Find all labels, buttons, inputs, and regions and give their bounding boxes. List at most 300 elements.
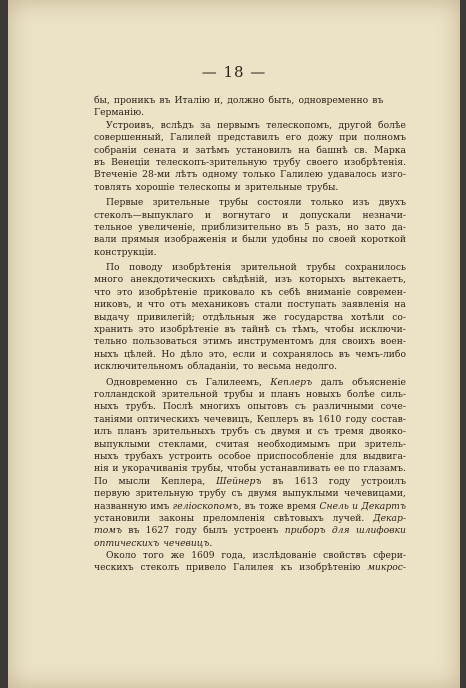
- word: установилъ: [235, 144, 292, 156]
- word: то: [242, 361, 254, 373]
- word: состав-: [371, 413, 406, 425]
- word: таніями: [94, 413, 133, 425]
- word: оптическихъ: [94, 537, 160, 549]
- word: года,: [221, 550, 246, 562]
- text-line: [94, 513, 406, 525]
- word: въ: [224, 324, 236, 336]
- word: вытекаетъ,: [352, 274, 406, 286]
- text-line: [94, 550, 406, 562]
- word: много: [94, 274, 124, 286]
- word: изобрѣтенія.: [344, 156, 406, 168]
- text-line: [94, 210, 406, 222]
- word: приковало: [203, 286, 255, 298]
- word: чтобы: [324, 324, 355, 336]
- word: тѣмъ,: [292, 324, 319, 336]
- word: Но: [161, 348, 175, 360]
- word: Одновременно: [106, 376, 178, 388]
- word: изобрѣтеніе: [138, 286, 198, 298]
- word: для: [319, 336, 337, 348]
- word: планъ: [270, 388, 301, 400]
- word: считая: [215, 438, 250, 450]
- word: 28-ми: [142, 169, 171, 181]
- word: при: [338, 438, 357, 450]
- word: бы,: [94, 95, 110, 106]
- word: далъ: [320, 376, 344, 388]
- word: представилъ: [217, 132, 280, 144]
- text-line: [94, 169, 406, 181]
- text-line: [94, 157, 406, 169]
- word: зрительные: [152, 197, 210, 209]
- word: по: [348, 463, 360, 475]
- word: къ: [280, 562, 293, 574]
- word: хорошіе: [135, 181, 175, 193]
- word: затѣмъ: [195, 144, 230, 156]
- word: исключи-: [359, 324, 406, 336]
- word: своего: [306, 156, 339, 168]
- word: никовъ,: [94, 299, 132, 311]
- word: году: [345, 413, 368, 425]
- word: выпуклыми: [282, 488, 339, 500]
- word: свѣдѣній,: [222, 274, 268, 286]
- word: глазамъ.: [363, 463, 406, 475]
- text-line: [94, 262, 406, 274]
- word: законы: [158, 512, 195, 524]
- word: Германію.: [94, 107, 145, 119]
- word: свѣтовыхъ: [273, 512, 324, 524]
- word: устанавливать: [259, 463, 331, 475]
- paragraph: [94, 377, 406, 550]
- word: 1613: [294, 475, 318, 487]
- word: дожу: [307, 132, 333, 144]
- text-line: [94, 132, 406, 144]
- word: тремя: [334, 426, 364, 438]
- text-line: [94, 312, 406, 324]
- body-text: [94, 95, 406, 575]
- word: зрительной: [240, 262, 297, 274]
- word: воен-: [380, 336, 406, 348]
- paragraph: [94, 95, 406, 120]
- word: хранить: [94, 324, 133, 336]
- word: зрительной: [161, 388, 218, 400]
- word: пользоваться: [132, 336, 198, 348]
- word: году: [175, 525, 197, 537]
- word: того: [142, 550, 164, 562]
- word: силь-: [380, 388, 406, 400]
- word: тоже: [258, 500, 284, 512]
- word: Первые: [106, 197, 144, 209]
- word: трубу: [198, 488, 227, 500]
- word: стеколъ: [140, 562, 180, 574]
- word: разъ,: [315, 221, 342, 233]
- word: поступать: [287, 299, 337, 311]
- word: своей: [328, 234, 357, 246]
- word: Марка: [373, 144, 406, 156]
- paragraph: [94, 120, 406, 194]
- word: соче-: [380, 401, 406, 413]
- word: Втеченіе: [94, 169, 138, 181]
- word: выдачу: [94, 311, 130, 323]
- word: нія: [94, 463, 109, 475]
- word: двумя: [271, 426, 301, 438]
- word: ныхъ: [94, 348, 119, 360]
- word: чемъ-либо: [355, 348, 406, 360]
- word: въ: [272, 475, 284, 487]
- word: стеколъ—выпуклаго: [94, 209, 194, 221]
- word: привело: [186, 562, 227, 574]
- book-page: [8, 0, 460, 688]
- word: и: [136, 299, 143, 311]
- word: и: [182, 144, 189, 156]
- text-line: [94, 439, 406, 451]
- word: ческихъ: [94, 562, 134, 574]
- word: собраніи: [94, 144, 137, 156]
- word: изъ: [274, 274, 292, 286]
- word: году: [328, 475, 351, 487]
- word: зрительныхъ: [152, 426, 216, 438]
- text-line: [94, 95, 406, 107]
- word: это: [116, 286, 133, 298]
- word: должно: [227, 95, 265, 106]
- word: геліоскопомъ,: [172, 500, 242, 512]
- word: если: [232, 348, 256, 360]
- word: Декартъ: [361, 500, 406, 512]
- word: Снель: [319, 500, 349, 512]
- word: тельное: [94, 221, 133, 233]
- word: новыхъ: [305, 388, 342, 400]
- word: опытовъ: [247, 401, 288, 413]
- word: Устроивъ,: [106, 119, 155, 131]
- word: съ: [275, 324, 287, 336]
- text-line: [94, 336, 406, 348]
- word: для: [331, 525, 350, 537]
- word: Декар-: [373, 512, 406, 524]
- text-line: [94, 120, 406, 132]
- paragraph: [94, 197, 406, 259]
- text-line: [94, 414, 406, 426]
- text-line: [94, 222, 406, 234]
- word: только: [242, 169, 276, 181]
- word: телескопомъ,: [266, 119, 332, 131]
- word: трубы: [223, 388, 253, 400]
- word: трубы,: [191, 463, 224, 475]
- word: илъ: [94, 426, 112, 438]
- word: что: [147, 299, 165, 311]
- word: его: [285, 132, 302, 144]
- word: удобны: [271, 234, 308, 246]
- text-line: [94, 538, 406, 550]
- word: первымъ: [216, 119, 260, 131]
- word: зрительную: [135, 488, 194, 500]
- word: быть,: [268, 95, 295, 106]
- word: трубу: [273, 156, 301, 168]
- word: Галилею: [280, 169, 323, 181]
- word: чтобы: [226, 463, 257, 475]
- word: инструментомъ: [237, 336, 314, 348]
- word: двухъ: [378, 197, 406, 209]
- word: себѣ: [278, 286, 301, 298]
- word: микрос-: [367, 562, 406, 574]
- word: имъ: [150, 500, 170, 512]
- word: Около: [106, 550, 137, 562]
- word: на: [298, 144, 310, 156]
- word: недолго.: [295, 361, 338, 373]
- word: стеклами,: [158, 438, 208, 450]
- word: Галилея: [233, 562, 274, 574]
- word: тайнѣ: [241, 324, 270, 336]
- word: отъ: [169, 299, 187, 311]
- word: ныхъ: [94, 450, 119, 462]
- word: голландской: [94, 388, 156, 400]
- word: выпуклыми: [94, 438, 151, 450]
- word: со-: [392, 311, 406, 323]
- word: государства: [284, 311, 344, 323]
- word: прямыя: [121, 234, 160, 246]
- word: планъ: [117, 426, 147, 438]
- word: изображенія: [164, 234, 227, 246]
- word: привилегій;: [137, 311, 195, 323]
- word: и: [112, 463, 119, 475]
- word: трубъ: [221, 426, 249, 438]
- word: отдѣльныя: [202, 311, 255, 323]
- word: чечевицъ,: [203, 413, 253, 425]
- word: телескопъ-зрительную: [155, 156, 268, 168]
- word: особое: [218, 450, 251, 462]
- paragraph: [94, 550, 406, 575]
- word: въ: [159, 95, 171, 106]
- word: другой: [338, 119, 372, 131]
- text-line: [94, 274, 406, 286]
- word: Послѣ: [162, 401, 193, 413]
- word: которыхъ: [299, 274, 346, 286]
- word: допускали: [299, 209, 351, 221]
- page-number: — 18 —: [201, 63, 267, 81]
- word: шлифовки: [355, 525, 406, 537]
- word: и: [258, 388, 265, 400]
- word: вали: [94, 234, 117, 246]
- word: трубы: [218, 197, 249, 209]
- word: чечевицъ.: [163, 537, 213, 549]
- word: зрительные: [244, 181, 303, 193]
- word: зато: [364, 221, 386, 233]
- word: и: [260, 348, 268, 360]
- word: стали: [254, 299, 283, 311]
- text-line: [94, 247, 406, 259]
- word: совершенный,: [94, 132, 164, 144]
- word: 5: [304, 221, 310, 233]
- text-line: [94, 377, 406, 389]
- word: оптическихъ: [136, 413, 200, 425]
- text-line: [94, 299, 406, 311]
- word: тельно: [94, 336, 128, 348]
- word: поводу: [129, 262, 163, 274]
- word: полномъ: [363, 132, 406, 144]
- word: 1627: [145, 525, 170, 537]
- word: для: [339, 450, 358, 462]
- word: различными: [312, 401, 374, 413]
- text-line: [94, 182, 406, 194]
- word: въ: [94, 156, 106, 168]
- text-line: [94, 525, 406, 537]
- paragraph: [94, 262, 406, 374]
- word: укорачиванія: [121, 463, 188, 475]
- word: при: [339, 132, 358, 144]
- word: съ: [317, 426, 329, 438]
- word: выдвига-: [363, 450, 406, 462]
- word: трубахъ: [124, 450, 163, 462]
- word: проникъ: [113, 95, 156, 106]
- word: заявленія: [341, 299, 390, 311]
- word: современ-: [356, 286, 406, 298]
- text-line: [94, 426, 406, 438]
- word: своихъ: [342, 336, 376, 348]
- word: сфери-: [373, 550, 406, 562]
- word: съ: [231, 488, 243, 500]
- word: сохранялось: [272, 348, 334, 360]
- word: устроить: [168, 450, 213, 462]
- word: же: [262, 311, 277, 323]
- word: лучей.: [332, 512, 365, 524]
- word: приспособленіе: [256, 450, 334, 462]
- word: да-: [391, 221, 406, 233]
- word: вогнутаго: [222, 209, 271, 221]
- text-line: [94, 361, 406, 373]
- text-line: [94, 197, 406, 209]
- word: Галилей: [170, 132, 212, 144]
- word: обладаніи,: [187, 361, 239, 373]
- word: сохранилось: [345, 262, 406, 274]
- text-line: [94, 501, 406, 513]
- word: съ: [254, 426, 266, 438]
- word: Кеплеръ: [270, 376, 313, 388]
- word: трубъ.: [125, 401, 156, 413]
- word: къ: [260, 286, 273, 298]
- word: въ: [287, 221, 299, 233]
- word: въ: [244, 500, 256, 512]
- text-line: [94, 287, 406, 299]
- word: это: [138, 324, 155, 336]
- word: изслѣдованіе: [252, 550, 317, 562]
- word: Шейнеръ: [216, 475, 262, 487]
- word: и: [231, 234, 238, 246]
- text-line: [94, 145, 406, 157]
- text-line: [94, 451, 406, 463]
- word: трубы: [306, 262, 336, 274]
- word: изобрѣтенія: [172, 262, 232, 274]
- word: башнѣ: [316, 144, 348, 156]
- word: свойствъ: [323, 550, 367, 562]
- word: телескопы: [178, 181, 231, 193]
- word: необходимымъ: [257, 438, 330, 450]
- word: устроенъ: [233, 525, 279, 537]
- word: на: [394, 299, 406, 311]
- word: По: [106, 262, 120, 274]
- text-line: [94, 389, 406, 401]
- word: одному: [202, 169, 238, 181]
- text-line: [94, 107, 406, 119]
- word: удавалось: [327, 169, 377, 181]
- word: въ: [372, 95, 384, 106]
- word: объясненіе: [352, 376, 406, 388]
- word: ныхъ: [94, 401, 119, 413]
- text-line: [94, 488, 406, 500]
- word: незначи-: [362, 209, 406, 221]
- word: Венеціи: [111, 156, 150, 168]
- word: лѣтъ: [175, 169, 198, 181]
- word: съ: [186, 376, 198, 388]
- word: и: [352, 500, 359, 512]
- word: По: [94, 475, 108, 487]
- word: увеличеніе,: [138, 221, 196, 233]
- word: болѣе: [378, 119, 406, 131]
- text-line: [94, 401, 406, 413]
- text-line: [94, 562, 406, 574]
- word: были: [242, 234, 268, 246]
- word: устроилъ: [361, 475, 406, 487]
- word: хотѣли: [350, 311, 385, 323]
- word: Италію: [174, 95, 210, 106]
- word: только: [310, 197, 344, 209]
- word: короткой: [360, 234, 406, 246]
- word: многихъ: [199, 401, 241, 413]
- word: время: [286, 500, 317, 512]
- word: дѣло: [180, 348, 204, 360]
- word: изъ: [352, 197, 370, 209]
- word: же: [170, 550, 185, 562]
- word: преломленія: [202, 512, 265, 524]
- word: и: [204, 209, 211, 221]
- word: 1610: [318, 413, 342, 425]
- word: товлять: [94, 181, 132, 193]
- word: механиковъ: [191, 299, 250, 311]
- word: вслѣдъ: [160, 119, 194, 131]
- text-line: [94, 349, 406, 361]
- word: зритель-: [364, 438, 406, 450]
- word: изго-: [381, 169, 406, 181]
- word: въ: [302, 413, 314, 425]
- word: Галилеемъ,: [205, 376, 262, 388]
- word: сената: [143, 144, 177, 156]
- word: 1609: [191, 550, 215, 562]
- word: мысли: [118, 475, 151, 487]
- word: первую: [94, 488, 131, 500]
- word: и: [234, 181, 241, 193]
- word: но: [346, 221, 359, 233]
- word: томъ: [94, 525, 122, 537]
- word: состояли: [257, 197, 302, 209]
- word: весьма: [257, 361, 292, 373]
- word: приблизительно: [201, 221, 282, 233]
- word: изобрѣтеніе: [160, 324, 219, 336]
- word: болѣе: [346, 388, 375, 400]
- word: одновременно: [298, 95, 369, 106]
- word: чечевицами,: [344, 488, 406, 500]
- word: изобрѣтенію: [299, 562, 361, 574]
- word: двояко-: [369, 426, 406, 438]
- word: въ: [338, 348, 350, 360]
- word: и,: [214, 95, 224, 106]
- word: конструкціи.: [94, 246, 157, 258]
- word: Кеплеръ: [256, 413, 299, 425]
- word: этимъ: [202, 336, 233, 348]
- word: исключительномъ: [94, 361, 184, 373]
- text-line: [94, 324, 406, 336]
- word: св.: [354, 144, 368, 156]
- word: за: [200, 119, 211, 131]
- word: приборъ: [284, 525, 326, 537]
- word: и: [282, 209, 289, 221]
- word: вниманіе: [306, 286, 351, 298]
- word: двумя: [247, 488, 278, 500]
